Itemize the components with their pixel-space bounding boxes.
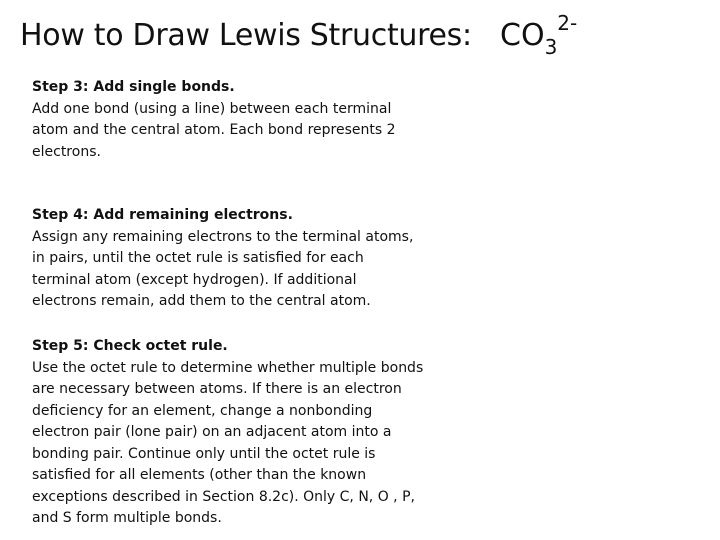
chemical-formula — [500, 11, 578, 60]
step-4-heading: Step 4: Add remaining electrons. — [32, 207, 293, 223]
formula-charge: 2- — [557, 11, 578, 35]
slide-title: How to Draw Lewis Structures: — [20, 18, 472, 53]
step-5-body: Use the octet rule to determine whether multiple bonds are necessary between atoms. If there is an electron deficiency for an element, change a nonbonding electron pair (lone pair) on an adjacent atom into a bonding pair. Continue only until the octet rule is satisfied for all elements (other than the known exceptions described in Section 8.2c). Only C, N, O , P, and S form multiple bonds. — [32, 359, 424, 526]
formula-subscript: 3 — [544, 35, 558, 59]
step-3-heading: Step 3: Add single bonds. — [32, 79, 235, 95]
step-3-body: Add one bond (using a line) between each terminal atom and the central atom. Each bond represents 2 electrons. — [32, 100, 396, 160]
step-4-body: Assign any remaining electrons to the terminal atoms, in pairs, until the octet rule is satisfied for each terminal atom (except hydrogen). If additional electrons remain, add them to the central atom. — [32, 228, 414, 309]
step-5-heading: Step 5: Check octet rule. — [32, 338, 228, 354]
step-3-block — [32, 77, 424, 163]
formula-base: CO — [500, 18, 545, 53]
step-4-block — [32, 205, 424, 313]
step-5-block — [32, 336, 424, 530]
